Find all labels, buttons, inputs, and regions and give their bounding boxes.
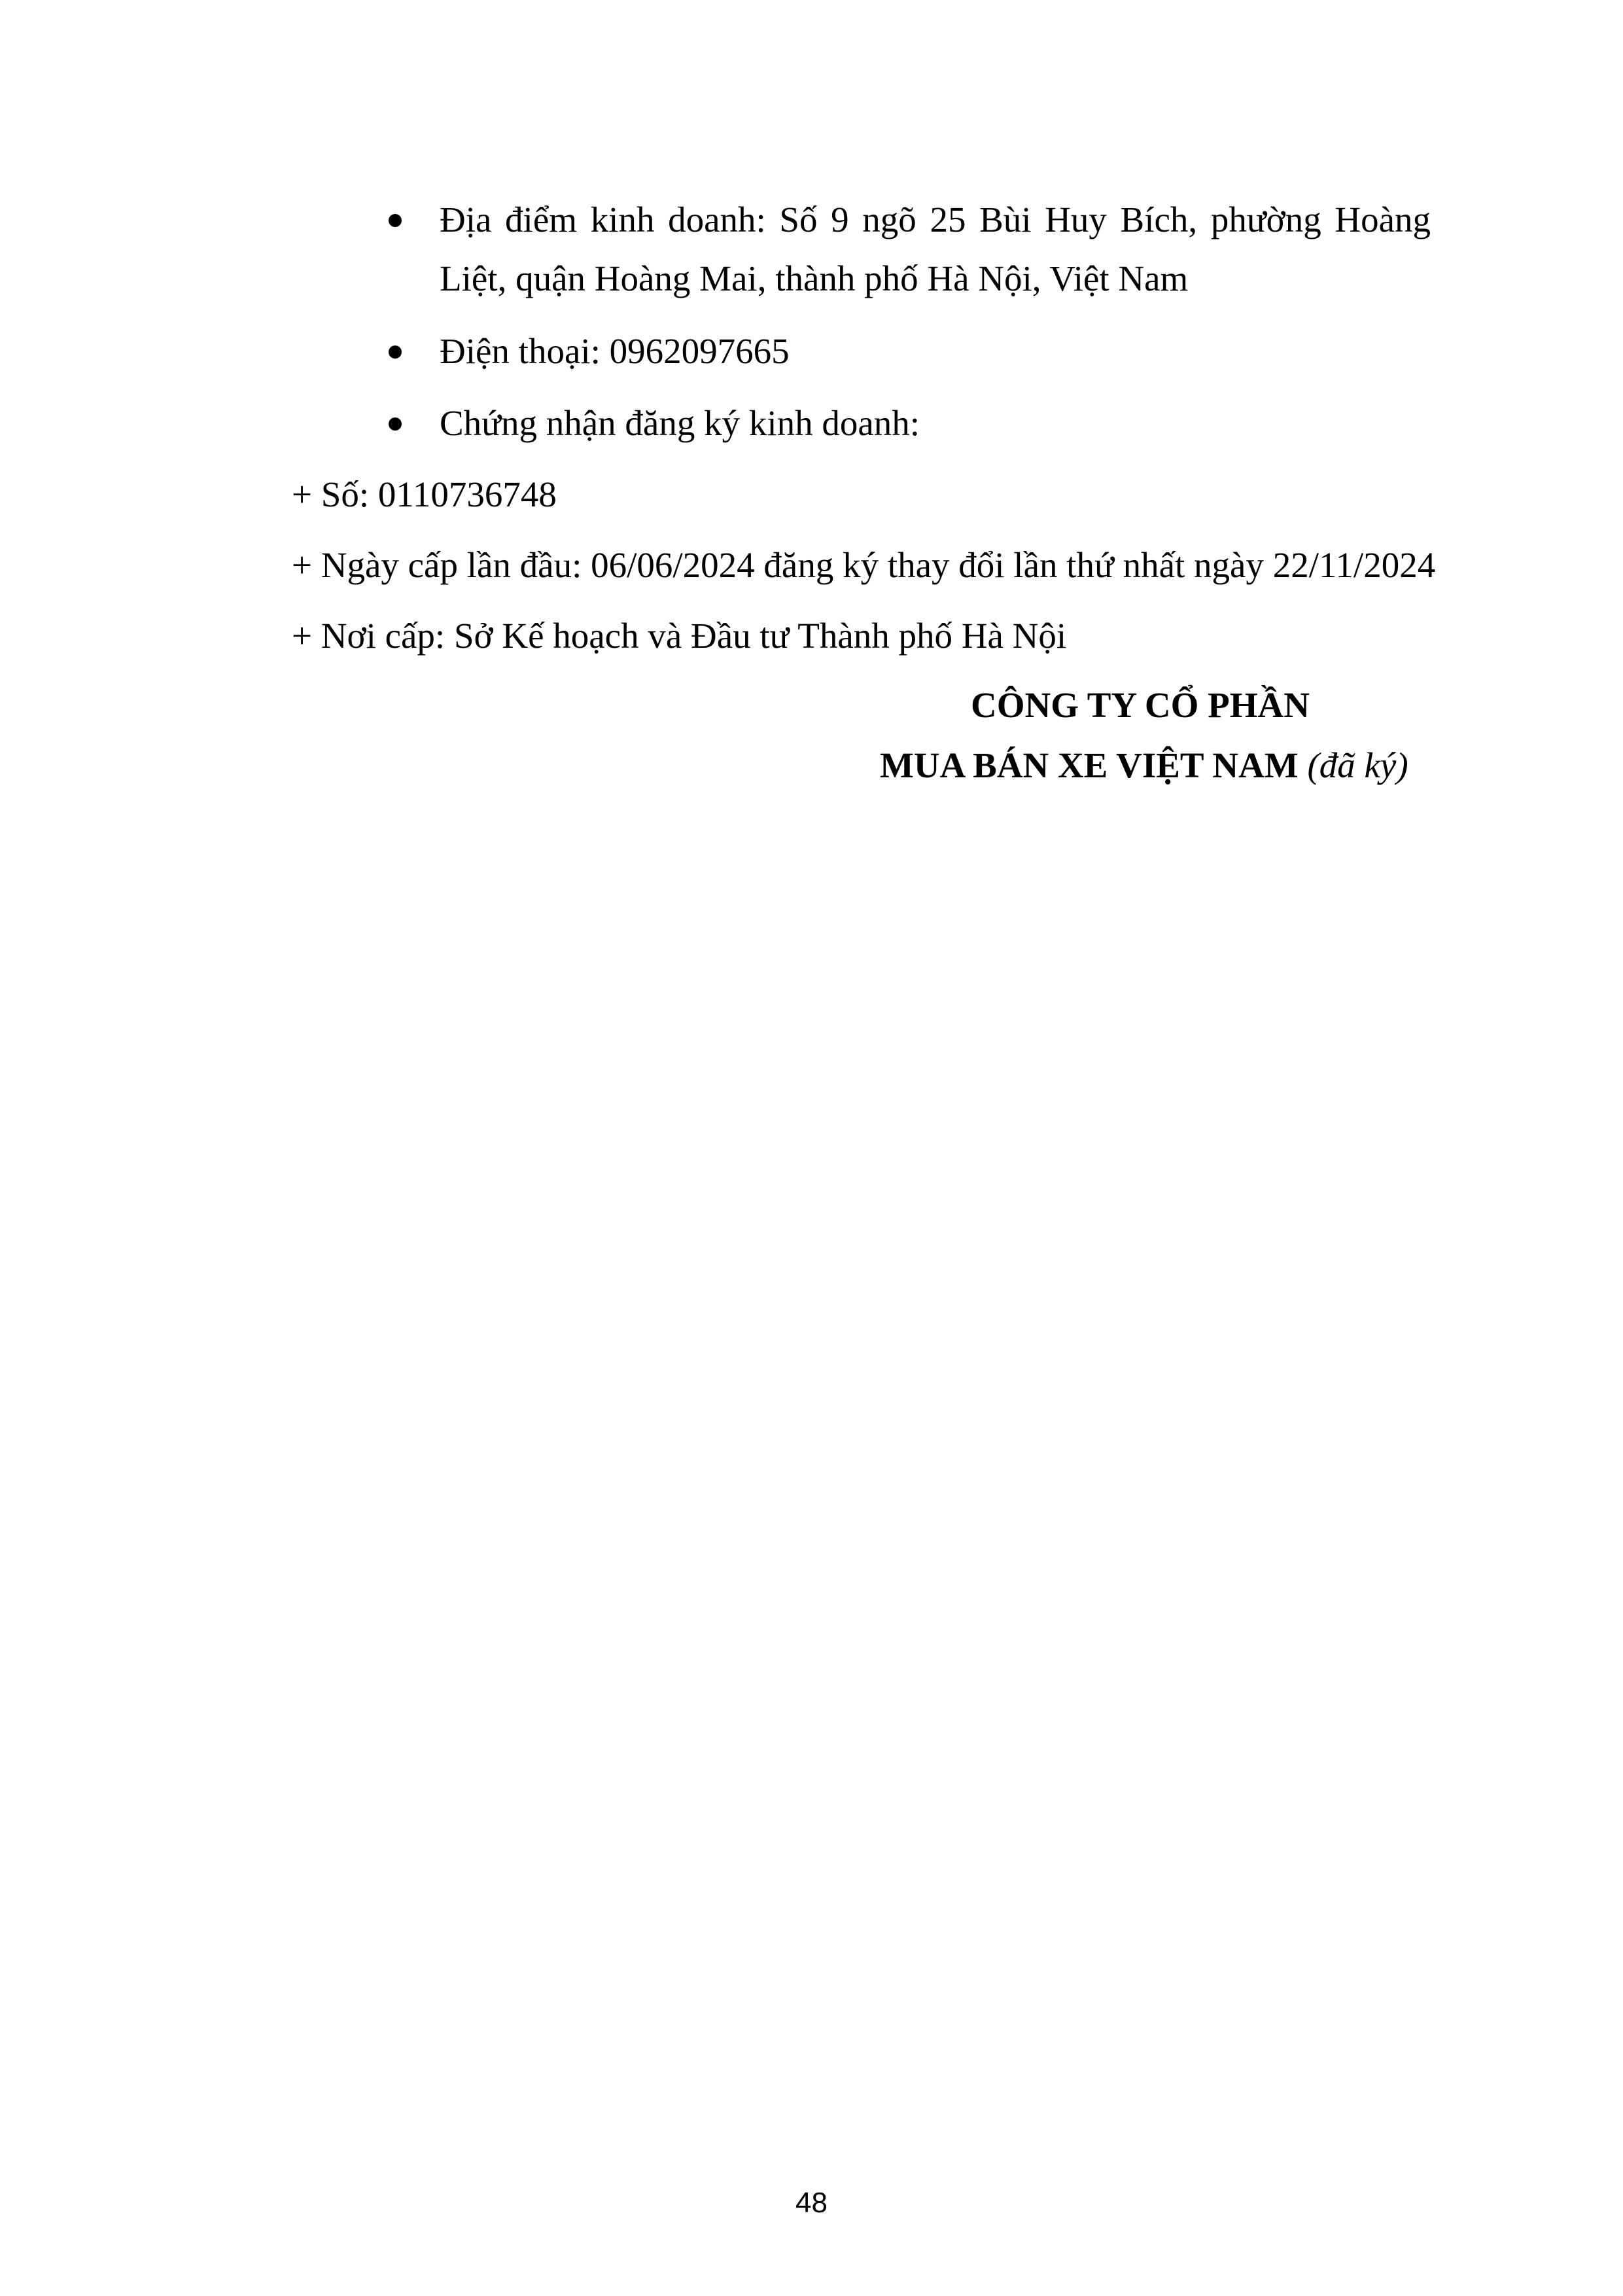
- business-registration-heading: Chứng nhận đăng ký kinh doanh:: [440, 403, 920, 443]
- page-number: 48: [795, 2187, 828, 2219]
- signature-company-name: MUA BÁN XE VIỆT NAM: [880, 745, 1299, 785]
- registration-number: + Số: 0110736748: [292, 474, 557, 514]
- bullet-dot: [389, 214, 402, 227]
- phone-line: Điện thoại: 0962097665: [440, 331, 790, 371]
- registration-issuer: + Nơi cấp: Sở Kế hoạch và Đầu tư Thành phố Hà Nội: [292, 616, 1067, 656]
- signature-company-line-2: [880, 747, 1408, 783]
- bullet-dot: [389, 345, 402, 359]
- business-location-line-2: Liệt, quận Hoàng Mai, thành phố Hà Nội, Việt Nam: [440, 258, 1189, 298]
- business-location-line-1: Địa điểm kinh doanh: Số 9 ngõ 25 Bùi Huy Bích, phường Hoàng: [440, 200, 1431, 239]
- bullet-dot: [389, 417, 402, 431]
- signature-company-line-1: CÔNG TY CỔ PHẦN: [971, 685, 1310, 725]
- registration-issue-date: + Ngày cấp lần đầu: 06/06/2024 đăng ký thay đổi lần thứ nhất ngày 22/11/2024: [292, 545, 1436, 585]
- signature-note: (đã ký): [1307, 745, 1408, 785]
